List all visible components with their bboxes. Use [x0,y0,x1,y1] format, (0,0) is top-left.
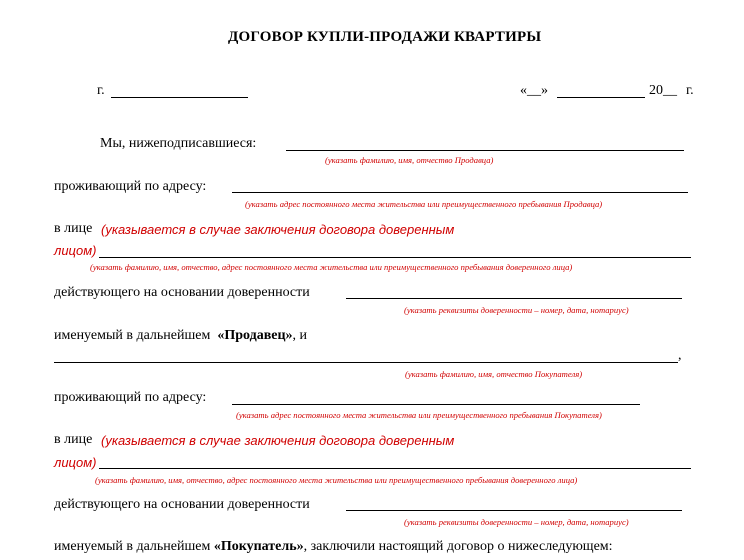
buyer-poa-label: действующего на основании доверенности [54,497,310,512]
buyer-role-word: «Покупатель» [213,539,304,554]
seller-proxy-note-end: лицом) [54,243,97,258]
buyer-name-comma: , [678,348,682,363]
year-field[interactable]: 20__ [649,83,677,98]
buyer-proxy-note: (указывается в случае заключения договора доверенным [101,433,455,448]
seller-poa-hint: (указать реквизиты доверенности – номер, дата, нотариус) [404,305,629,315]
seller-address-hint: (указать адрес постоянного места жительства или преимущественного пребывания Продавца) [245,199,603,209]
seller-role-line [54,328,307,344]
month-field[interactable] [557,97,645,98]
document-title: ДОГОВОР КУПЛИ-ПРОДАЖИ КВАРТИРЫ [228,29,542,45]
city-label: г. [97,83,105,98]
buyer-proxy-field[interactable] [99,468,691,469]
signatories-label: Мы, нижеподписавшиеся: [100,136,257,151]
buyer-poa-field[interactable] [346,510,682,511]
seller-proxy-label: в лице [54,221,93,236]
buyer-role-line [54,539,613,555]
seller-poa-label: действующего на основании доверенности [54,285,310,300]
seller-proxy-field[interactable] [99,257,691,258]
seller-address-field[interactable] [232,192,688,193]
buyer-role-suffix: , заключили настоящий договор о нижеследующем: [303,539,613,554]
buyer-proxy-note-end: лицом) [54,455,97,470]
seller-name-field[interactable] [286,150,684,151]
day-field[interactable]: «__» [520,83,548,98]
seller-role-suffix: , и [292,328,308,343]
buyer-address-label: проживающий по адресу: [54,390,207,405]
seller-proxy-note: (указывается в случае заключения договора доверенным [101,222,455,237]
buyer-address-hint: (указать адрес постоянного места жительства или преимущественного пребывания Покупателя) [236,410,602,420]
seller-proxy-hint: (указать фамилию, имя, отчество, адрес постоянного места жительства или преимущественного пребывания доверенного лица) [90,262,573,272]
city-field[interactable] [111,97,248,98]
buyer-poa-hint: (указать реквизиты доверенности – номер, дата, нотариус) [404,517,629,527]
buyer-address-field[interactable] [232,404,640,405]
seller-address-label: проживающий по адресу: [54,179,207,194]
year-suffix: г. [686,83,694,98]
seller-poa-field[interactable] [346,298,682,299]
buyer-name-field[interactable] [54,362,678,363]
seller-role-word: «Продавец» [217,328,293,343]
buyer-role-prefix: именуемый в дальнейшем [54,539,211,554]
buyer-proxy-hint: (указать фамилию, имя, отчество, адрес постоянного места жительства или преимущественного пребывания доверенного лица) [95,475,578,485]
buyer-name-hint: (указать фамилию, имя, отчество Покупателя) [405,369,583,379]
seller-name-hint: (указать фамилию, имя, отчество Продавца) [325,155,494,165]
seller-role-prefix: именуемый в дальнейшем [54,328,211,343]
buyer-proxy-label: в лице [54,432,93,447]
